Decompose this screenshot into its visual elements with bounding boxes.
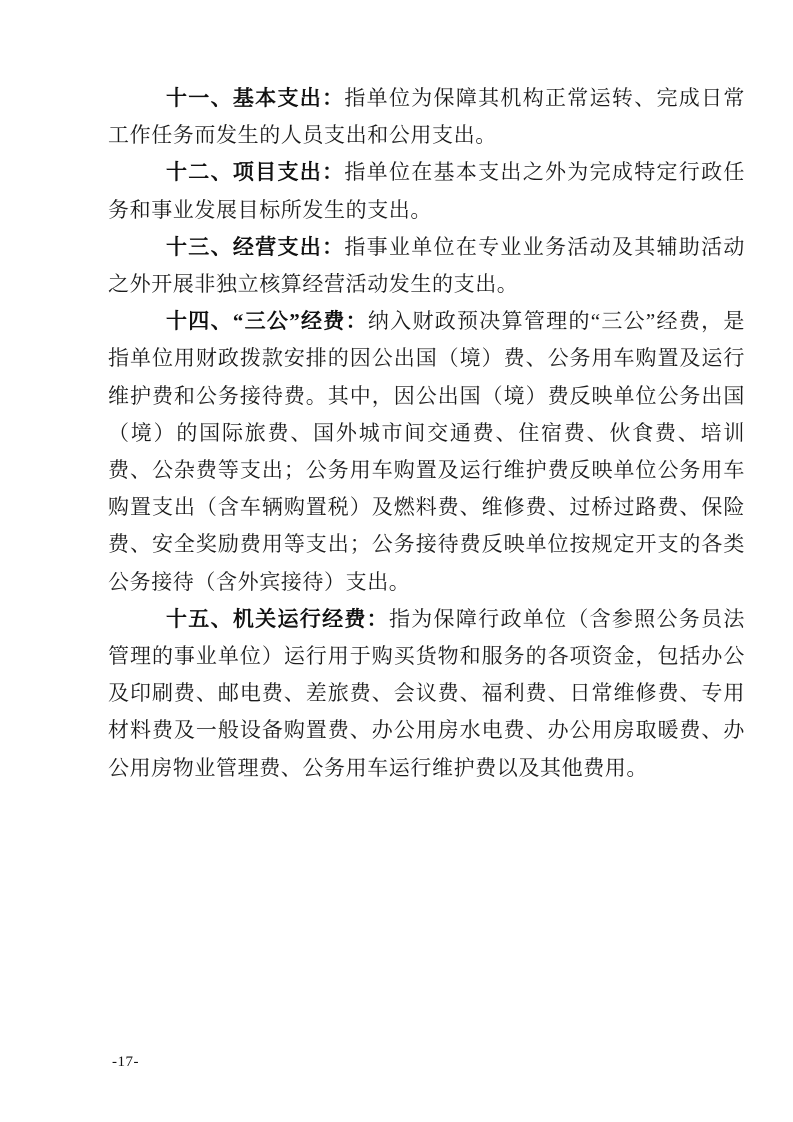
definition-term: 十二、项目支出： <box>166 160 345 185</box>
definition-term: 十三、经营支出： <box>166 234 345 259</box>
definition-text: 指单位在基本支出之外为完成特定行政任务和事业发展目标所发生的支出。 <box>108 160 745 222</box>
definition-text: 指单位为保障其机构正常运转、完成日常工作任务而发生的人员支出和公用支出。 <box>108 86 745 148</box>
definition-paragraph-15 <box>108 601 745 787</box>
definition-text: 指事业单位在专业业务活动及其辅助活动之外开展非独立核算经营活动发生的支出。 <box>108 234 745 297</box>
definition-paragraph-14 <box>108 303 745 601</box>
definition-term: 十四、“三公”经费： <box>166 309 368 334</box>
definition-term: 十一、基本支出： <box>166 86 345 110</box>
document-body <box>108 80 745 787</box>
definition-text: 指为保障行政单位（含参照公务员法管理的事业单位）运行用于购买货物和服务的各项资金，包括办公及印刷费、邮电费、差旅费、会议费、福利费、日常维修费、专用材料费及一般设备购置费、办公用房水电费、办公用房取暖费、办公用房物业管理费、公务用车运行维护费以及其他费用。 <box>108 606 746 780</box>
definition-paragraph-13 <box>108 229 745 303</box>
definition-term: 十五、机关运行经费： <box>166 606 389 631</box>
definition-paragraph-12 <box>108 154 745 228</box>
definition-text: 纳入财政预决算管理的“三公”经费，是指单位用财政拨款安排的因公出国（境）费、公务用车购置及运行维护费和公务接待费。其中，因公出国（境）费反映单位公务出国（境）的国际旅费、国外城市间交通费、住宿费、伙食费、培训费、公杂费等支出；公务用车购置及运行维护费反映单位公务用车购置支出（含车辆购置税）及燃料费、维修费、过桥过路费、保险费、安全奖励费用等支出；公务接待费反映单位按规定开支的各类公务接待（含外宾接待）支出。 <box>108 309 745 594</box>
page-number: -17- <box>112 1054 139 1070</box>
definition-paragraph-11 <box>108 80 745 154</box>
